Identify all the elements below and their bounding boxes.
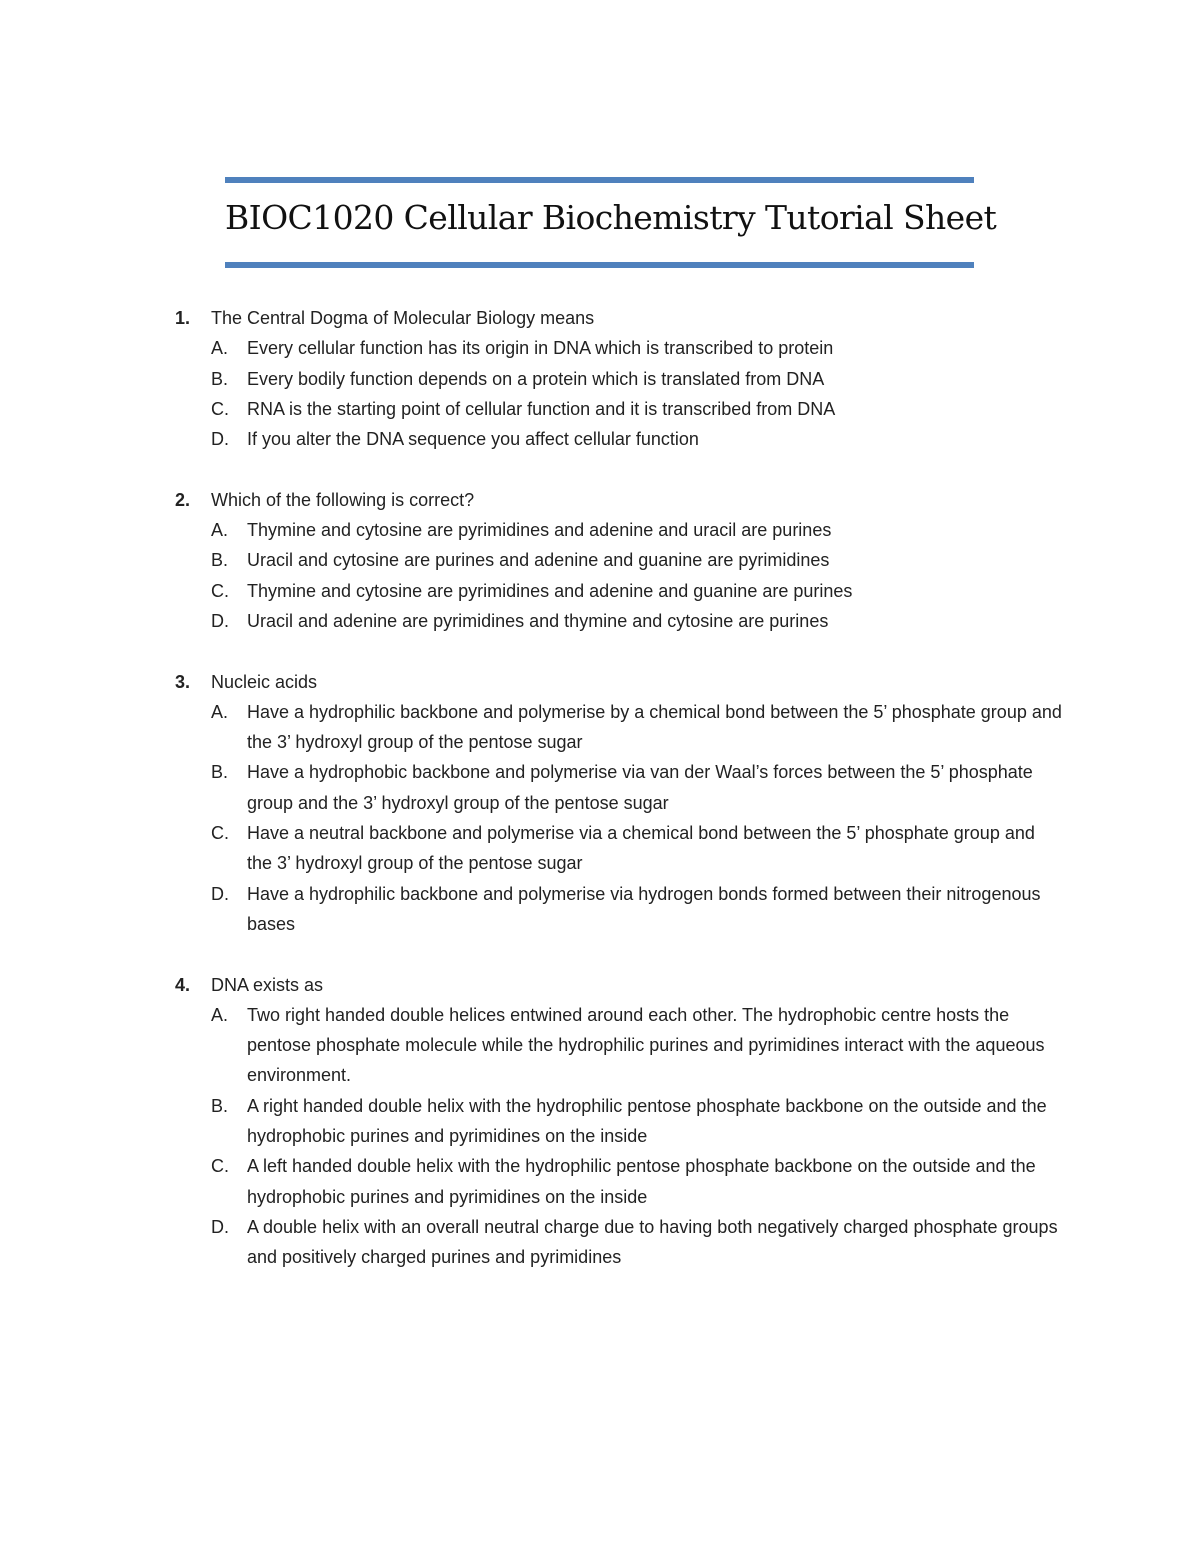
option-b <box>211 545 1075 575</box>
option-letter: A. <box>211 520 229 541</box>
question-3 <box>175 667 1075 940</box>
option-text: A left handed double helix with the hydrophilic pentose phosphate backbone on the outside and the hydrophobic purines and pyrimidines on the inside <box>247 1156 1036 1207</box>
option-c <box>211 394 1075 424</box>
option-text: RNA is the starting point of cellular function and it is transcribed from DNA <box>247 398 836 419</box>
question-2 <box>175 485 1075 636</box>
option-text: Have a hydrophilic backbone and polymerise by a chemical bond between the 5’ phosphate group and the 3’ hydroxyl group of the pentose sugar <box>247 701 1062 753</box>
question-text: Which of the following is correct? <box>211 489 475 510</box>
option-text: Two right handed double helices entwined around each other. The hydrophobic centre hosts the pentose phosphate molecule while the hydrophilic purines and pyrimidines interact with the aqueous environment. <box>247 1004 1045 1086</box>
option-letter: D. <box>211 610 229 631</box>
option-letter: B. <box>211 550 229 571</box>
option-a <box>211 697 1075 758</box>
option-text: Thymine and cytosine are pyrimidines and adenine and guanine are purines <box>247 580 853 601</box>
option-c <box>211 818 1075 879</box>
question-4 <box>175 970 1075 1273</box>
option-d <box>211 606 1075 636</box>
option-d <box>211 1212 1075 1273</box>
option-letter: D. <box>211 883 229 904</box>
option-letter: C. <box>211 823 229 844</box>
option-c <box>211 576 1075 606</box>
option-letter: C. <box>211 580 229 601</box>
option-b <box>211 757 1075 818</box>
option-text: A double helix with an overall neutral charge due to having both negatively charged phosphate groups and positively charged purines and pyrimidines <box>247 1216 1058 1268</box>
question-list <box>175 303 1075 1303</box>
option-letter: A. <box>211 1004 229 1025</box>
question-1 <box>175 303 1075 454</box>
question-number: 1. <box>175 308 191 328</box>
title-bottom-rule <box>225 262 974 268</box>
option-text: Uracil and adenine are pyrimidines and thymine and cytosine are purines <box>247 610 829 631</box>
option-text: Every cellular function has its origin in DNA which is transcribed to protein <box>247 338 834 359</box>
option-list <box>175 333 1075 454</box>
question-stem <box>175 485 1075 515</box>
question-text: Nucleic acids <box>211 671 318 692</box>
option-letter: B. <box>211 368 229 389</box>
option-letter: C. <box>211 398 229 419</box>
option-text: If you alter the DNA sequence you affect cellular function <box>247 429 699 450</box>
option-text: Have a neutral backbone and polymerise via a chemical bond between the 5’ phosphate group and the 3’ hydroxyl group of the pentose sugar <box>247 823 1035 874</box>
question-number: 2. <box>175 489 191 510</box>
document-title: BIOC1020 Cellular Biochemistry Tutorial Sheet <box>225 198 997 237</box>
question-stem <box>175 667 1075 697</box>
option-text: Every bodily function depends on a protein which is translated from DNA <box>247 368 825 389</box>
option-d <box>211 424 1075 454</box>
option-letter: C. <box>211 1156 229 1177</box>
option-text: Uracil and cytosine are purines and adenine and guanine are pyrimidines <box>247 550 830 571</box>
option-letter: A. <box>211 701 229 722</box>
option-text: A right handed double helix with the hydrophilic pentose phosphate backbone on the outside and the hydrophobic purines and pyrimidines on the inside <box>247 1095 1047 1147</box>
option-b <box>211 364 1075 394</box>
option-letter: D. <box>211 1216 229 1237</box>
question-number: 4. <box>175 974 191 995</box>
option-b <box>211 1091 1075 1152</box>
option-text: Have a hydrophilic backbone and polymerise via hydrogen bonds formed between their nitrogenous bases <box>247 883 1041 934</box>
option-a <box>211 333 1075 363</box>
option-c <box>211 1151 1075 1212</box>
option-list <box>175 697 1075 939</box>
question-stem <box>175 303 1075 333</box>
question-stem <box>175 970 1075 1000</box>
option-list <box>175 1000 1075 1273</box>
option-d <box>211 879 1075 940</box>
option-letter: B. <box>211 1095 229 1116</box>
option-text: Have a hydrophobic backbone and polymerise via van der Waal’s forces between the 5’ phosphate group and the 3’ hydroxyl group of the pentose sugar <box>247 762 1033 813</box>
title-top-rule <box>225 177 974 183</box>
option-list <box>175 515 1075 636</box>
option-letter: B. <box>211 762 229 783</box>
question-text: The Central Dogma of Molecular Biology means <box>211 308 595 328</box>
option-a <box>211 1000 1075 1091</box>
option-a <box>211 515 1075 545</box>
option-letter: A. <box>211 338 229 359</box>
question-number: 3. <box>175 671 191 692</box>
option-text: Thymine and cytosine are pyrimidines and adenine and uracil are purines <box>247 520 832 541</box>
question-text: DNA exists as <box>211 974 324 995</box>
option-letter: D. <box>211 429 229 450</box>
